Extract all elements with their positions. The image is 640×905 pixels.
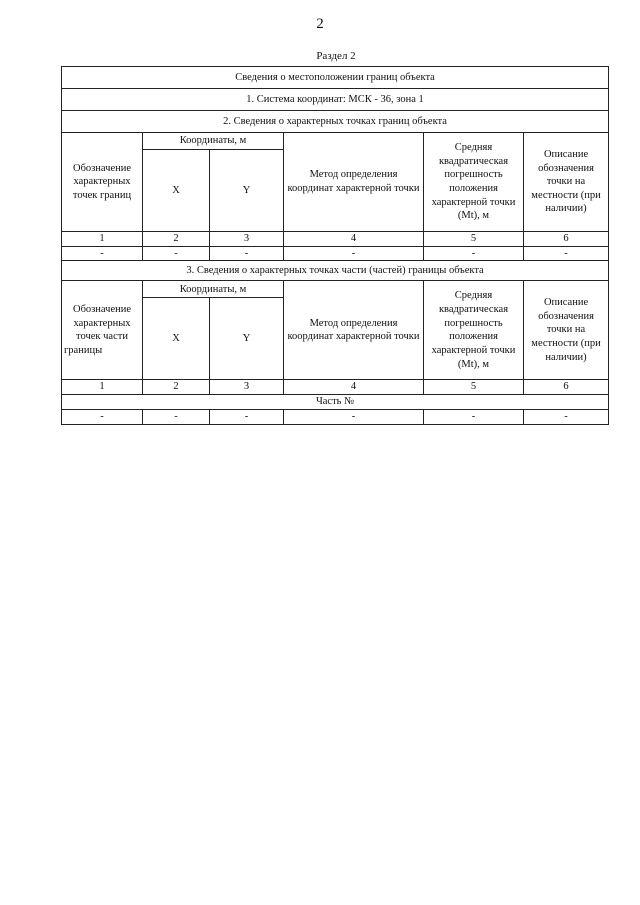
part3-header-row-1: [62, 281, 609, 298]
table-cell: -: [210, 409, 284, 424]
part3-number-row: [62, 380, 609, 395]
part2-col-number: 4: [284, 232, 424, 247]
part3-col-number: 6: [524, 380, 609, 395]
table-cell: -: [524, 246, 609, 261]
part2-col-number: 6: [524, 232, 609, 247]
part3-col-method: Метод определения координат характерной точки: [284, 281, 424, 380]
table-cell: -: [62, 409, 143, 424]
part2-col-description: Описание обозначения точки на местности (при наличии): [524, 133, 609, 232]
part2-col-y: Y: [210, 150, 284, 232]
part-label-row: [62, 394, 609, 409]
part3-col-error: Средняя квадратическая погрешность положения характерной точки (Mt), м: [424, 281, 524, 380]
part3-col-number: 4: [284, 380, 424, 395]
table-cell: -: [424, 409, 524, 424]
part3-col-designation: Обозначение характерных точек части границы: [62, 281, 143, 380]
coord-system-row: [62, 89, 609, 111]
table-cell: -: [424, 246, 524, 261]
part2-heading-row: [62, 111, 609, 133]
part2-number-row: [62, 232, 609, 247]
table-cell: -: [284, 246, 424, 261]
table-cell: -: [143, 409, 210, 424]
part2-col-number: 5: [424, 232, 524, 247]
part2-col-error: Средняя квадратическая погрешность положения характерной точки (Mt), м: [424, 133, 524, 232]
part2-col-number: 2: [143, 232, 210, 247]
table-cell: -: [284, 409, 424, 424]
part2-col-number: 1: [62, 232, 143, 247]
table-cell: -: [62, 246, 143, 261]
part3-col-x: X: [143, 298, 210, 380]
part3-col-number: 2: [143, 380, 210, 395]
part3-col-y: Y: [210, 298, 284, 380]
coord-system: 1. Система координат: МСК - 36, зона 1: [62, 89, 609, 111]
part2-header-row-1: [62, 133, 609, 150]
part2-col-designation: Обозначение характерных точек границ: [62, 133, 143, 232]
part2-col-method: Метод определения координат характерной точки: [284, 133, 424, 232]
table-row: [62, 409, 609, 424]
part2-heading: 2. Сведения о характерных точках границ объекта: [62, 111, 609, 133]
section-title: Раздел 2: [316, 50, 356, 62]
part2-col-number: 3: [210, 232, 284, 247]
part2-col-coords: Координаты, м: [143, 133, 284, 150]
table-row: [62, 246, 609, 261]
table-title: Сведения о местоположении границ объекта: [62, 67, 609, 89]
part3-heading-row: [62, 261, 609, 281]
part3-col-number: 5: [424, 380, 524, 395]
boundary-table: [61, 66, 609, 425]
table-title-row: [62, 67, 609, 89]
part3-col-coords: Координаты, м: [143, 281, 284, 298]
table-cell: -: [210, 246, 284, 261]
part3-col-number: 3: [210, 380, 284, 395]
part3-col-description: Описание обозначения точки на местности (при наличии): [524, 281, 609, 380]
part-label: Часть №: [62, 394, 609, 409]
table-cell: -: [143, 246, 210, 261]
part3-heading: 3. Сведения о характерных точках части (частей) границы объекта: [62, 261, 609, 281]
page-number: 2: [316, 16, 324, 32]
part3-col-number: 1: [62, 380, 143, 395]
part2-col-x: X: [143, 150, 210, 232]
table-cell: -: [524, 409, 609, 424]
